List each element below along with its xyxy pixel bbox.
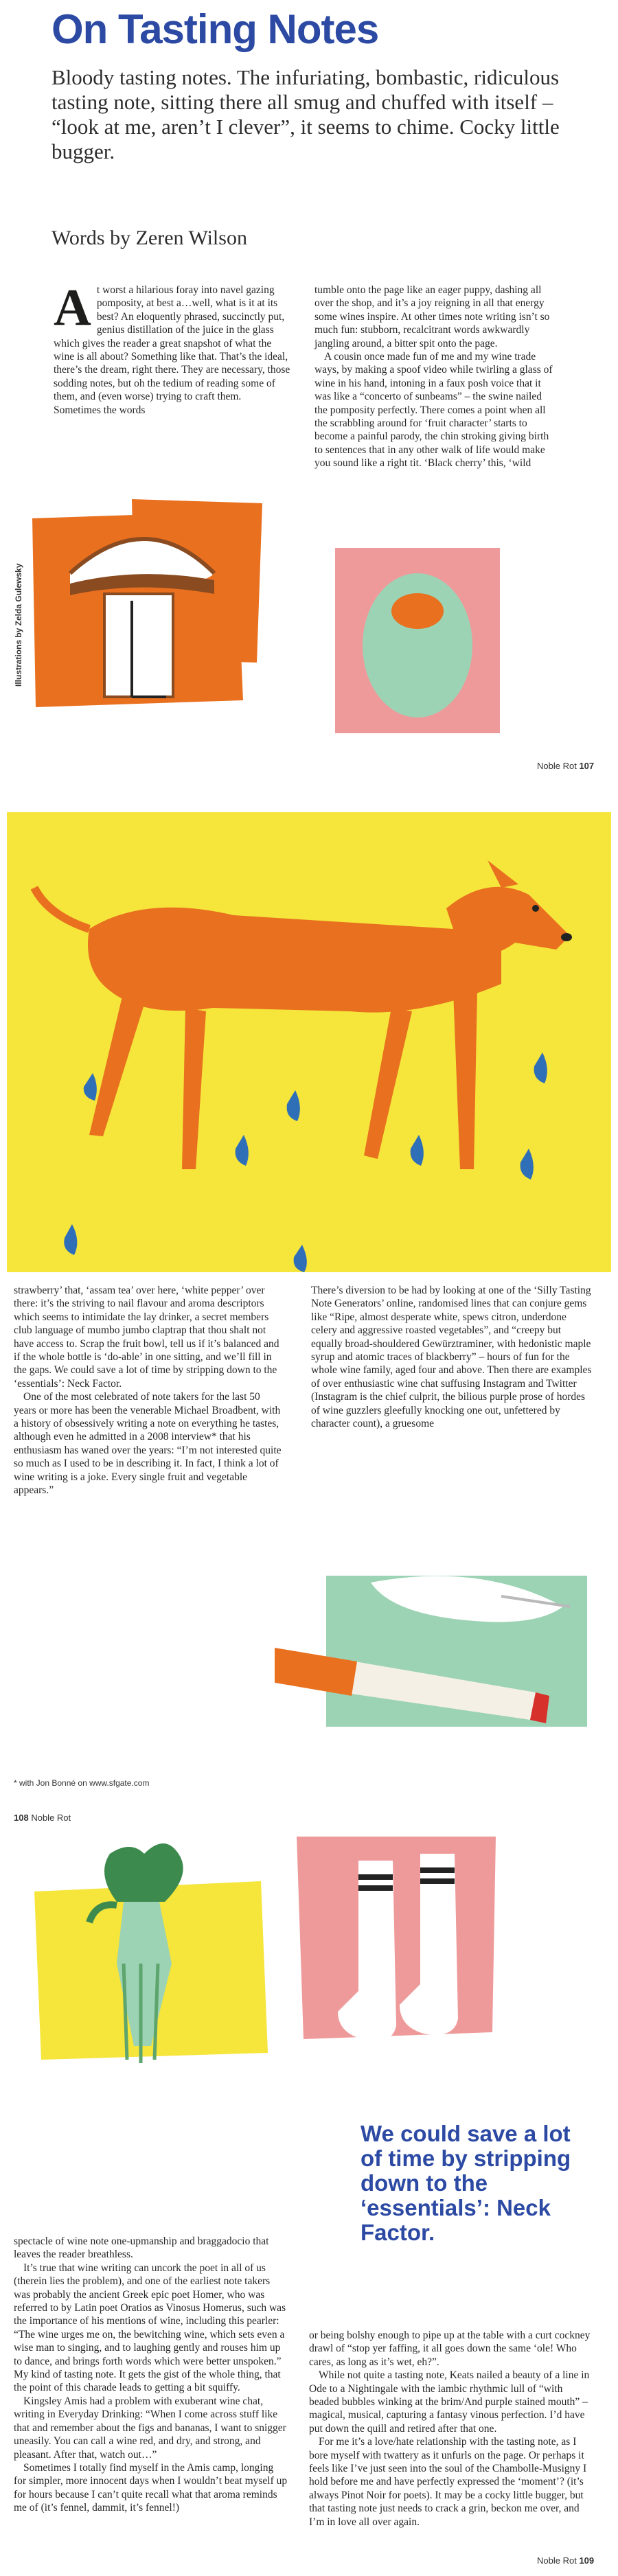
article-title: On Tasting Notes: [52, 6, 379, 52]
paragraph: One of the most celebrated of note takers for the last 50 years or more has been the venerable Michael Broadbent, with a history of obsessively writing a note on everything he tastes, although even he admitted in a 2008 interview* that his enthusiasm has waned over the years: “I’m not interested quite so much as I used to be in describing it. In fact, I think a lot of wine writing is a joke. Every single fruit and vegetable appears.”: [14, 1391, 282, 1497]
dog-in-rain-illustration: [7, 812, 611, 1272]
p109-column-1: [14, 2235, 288, 2515]
paragraph: or being bolshy enough to pipe up at the table with a curt cockney drawl of “stop yer faffing, it all goes down the same ‘ole! Who cares, as long as it’s wet, eh?”.: [309, 2330, 591, 2368]
paragraph: A cousin once made fun of me and my wine trade ways, by making a spoof video while twirling a glass of wine in his hand, intoning in a faux posh voice that it was like a “concerto of sunbeams” – the swine nailed the pomposity perfectly. There comes a point when all the scrabbling around for ‘fruit character’ starts to become a painful parody, the chin stroking giving birth to sentences that in any other walk of life would make you sound like a right tit. ‘Black cherry’ this, ‘wild: [314, 351, 553, 470]
celery-illustration: [14, 1826, 278, 2087]
p107-column-1: [54, 279, 290, 417]
illustration-credit: Illustrations by Zelda Gulewsky: [14, 563, 23, 687]
paragraph: It’s true that wine writing can uncork the poet in all of us (therein lies the problem), and one of the earliest note takers was probably the ancient Greek epic poet Homer, who was referred to by Latin poet Oratios as Vinosus Homerus, such was the importance of his mentions of wine, including this pearler: “The wine urges me on, the bewitching wine, which sets even a wise man to singing, and to laughing gently and rouses him up to dance, and brings forth words which were better unspoken.” My kind of tasting note. It gets the gist of the whole thing, that the point of this charade leads to getting a bit squiffy.: [14, 2262, 286, 2394]
standfirst: Bloody tasting notes. The infuriating, bombastic, ridiculous tasting note, sitting there all smug and chuffed with itself – “look at me, aren’t I clever”, it seems to chime. Cocky little bugger.: [52, 65, 560, 163]
folio-number: 108: [14, 1813, 29, 1823]
olive-illustration: [330, 542, 508, 741]
byline: Words by Zeren Wilson: [52, 227, 247, 249]
paragraph: Kingsley Amis had a problem with exuberant wine chat, writing in Everyday Drinking: “When I come across stuff like that and remember about the figs and bananas, I want to snigger uneasily. You can call a wine red, and dry, and strong, and pleasant. After that, watch out…”: [14, 2395, 286, 2461]
folio-p107: [537, 761, 594, 771]
socks-illustration: [290, 1833, 510, 2097]
folio-number: 109: [579, 2555, 595, 2566]
p107-column-2: [314, 284, 556, 470]
folio-number: 107: [579, 761, 595, 771]
folio-name: Noble Rot: [537, 761, 577, 771]
paragraph: strawberry’ that, ‘assam tea’ over here, ‘white pepper’ over there: it’s the striving to nail flavour and aroma descriptors which seems to intimidate the lay drinker, a secret members club language of mumbo jumbo claptrap that thou shalt not have access to. Scrap the fruit bowl, tell us if it’s balanced and if the whole bottle is ‘do-able’ in one sitting, and we’ll fill in the gaps. We could save a lot of time by stripping down to the ‘essentials’: Neck Factor.: [14, 1285, 279, 1390]
mushroom-illustration: [29, 491, 276, 717]
p108-column-2: [311, 1284, 593, 1430]
p109-column-2: [309, 2329, 594, 2529]
folio-p108: [14, 1813, 71, 1823]
folio-p109: [537, 2555, 594, 2566]
folio-name: Noble Rot: [537, 2555, 577, 2566]
folio-name: Noble Rot: [31, 1813, 71, 1823]
paragraph: While not quite a tasting note, Keats nailed a beauty of a line in Ode to a Nightingale with the iambic rhythmic lull of “with beaded bubbles winking at the brim/And purple stained mouth” – magical, musical, capturing a fantasy vinous perfection. I’d have put down the quill and retired after that one.: [309, 2369, 590, 2435]
intro-paragraph: [54, 279, 290, 417]
paragraph: For me it’s a love/hate relationship with the tasting note, as I bore myself with twattery as it unfurls on the page. Or perhaps it feels like I’ve just seen into the soul of the Chambolle-Musigny I hold before me and have perfectly expressed the ‘moment’? (it’s always Pinot Noir for poets). It may be a cocky little bugger, but that tasting note just needs to crack a grin, beckon me over, and I’m in love all over again.: [309, 2436, 587, 2528]
paragraph: Sometimes I totally find myself in the Amis camp, longing for simpler, more innocent days when I wouldn’t beat myself up for hours because I can’t quite recall what that aroma reminds me of (it’s fennel, dammit, it’s fennel!): [14, 2461, 288, 2514]
drop-cap: A: [54, 279, 91, 336]
paragraph: There’s diversion to be had by looking at one of the ‘Silly Tasting Note Generators’ online, randomised lines that can conjure gems like “Ripe, almost desperate white, spews citron, underdone celery and aggressive roasted vegetables”, and “creepy but equally broad-shouldered Gewürztraminer, with hedonistic maple syrup and atomic traces of blackberry” – hours of fun for the whole wine family, aged four and above. Then there are examples of over enthusiastic wine chat suffusing Instagram and Twitter (Instagram is the chief culprit, the bilious purple prose of hordes of wine guzzlers gleefully knocking one out, unfettered by character count), a gruesome: [311, 1285, 592, 1430]
cigarette-illustration: [275, 1565, 597, 1754]
footnote: * with Jon Bonné on www.sfgate.com: [14, 1778, 150, 1788]
p108-column-1: [14, 1284, 285, 1497]
paragraph: tumble onto the page like an eager puppy, dashing all over the shop, and it’s a joy reigning in all that energy some wines inspire. At other times note writing isn’t so much fun: stubborn, recalcitrant words awkwardly jangling around, a bitter spit onto the page.: [314, 284, 550, 349]
paragraph: spectacle of wine note one-upmanship and braggadocio that leaves the reader breathless.: [14, 2235, 269, 2261]
pull-quote: We could save a lot of time by stripping down to the ‘essentials’: Neck Factor.: [360, 2121, 571, 2245]
intro-text: t worst a hilarious foray into navel gazing pomposity, at best a…well, what is it at its best? An eloquently phrased, succinctly put, genius distillation of the juice in the glass which gives the reader a great snapshot of what the wine is all about? Something like that. That’s the ideal, there’s the dream, right there. They are necessary, those sodding notes, but oh the tedium of reading some of them, and (even worse) trying to craft them. Sometimes the words: [54, 284, 290, 416]
